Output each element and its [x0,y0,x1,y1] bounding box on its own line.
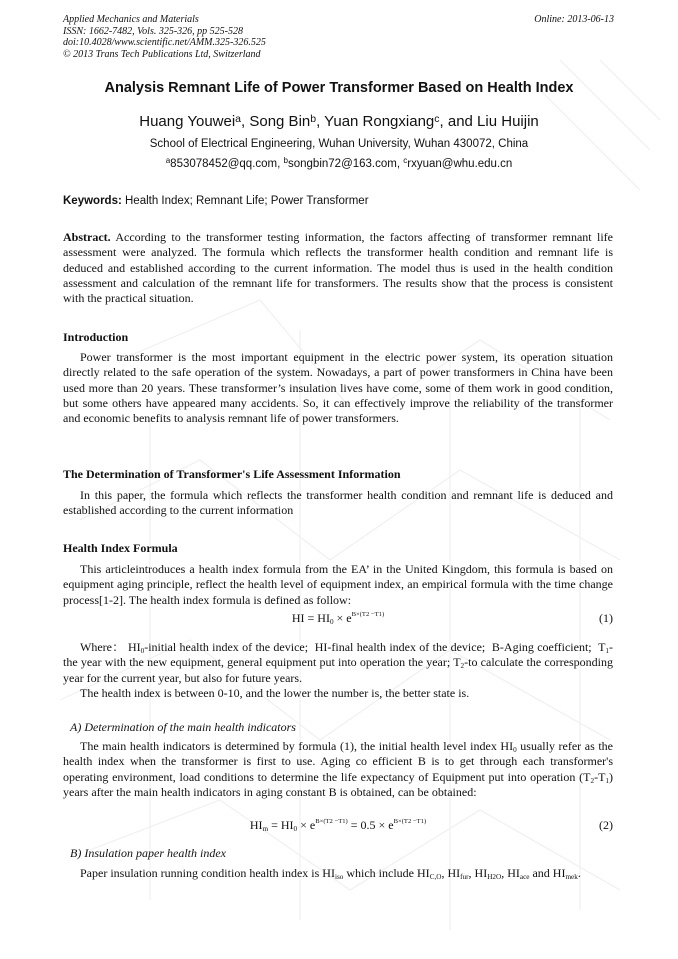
author-list [0,113,678,130]
range-text: The health index is between 0-10, and the lower the number is, the better state is. [80,685,470,700]
a-text: usually refer as the health index when the transformer is first to use. Aging co efficient B is to get through each transformer's operating environment, load conditions to determine the life expectancy of Equipment put into operation (T [63,739,613,784]
determination-text: In this paper, the formula which reflects the transformer health condition and remnant life is deduced and established according to the current information [63,488,613,518]
b-sub: iso [334,873,344,881]
section-heading-introduction: Introduction [63,330,129,344]
a-text-sub: 1 [605,776,609,785]
online-date: Online: 2013-06-13 [534,14,614,25]
paper-title: Analysis Remnant Life of Power Transformer Based on Health Index [104,80,574,96]
where-b-desc: -Aging coefficient; [499,640,592,654]
email-sep: , [396,158,404,170]
eq2-mid: = HI [268,818,294,832]
author-sep: , [241,113,250,130]
author-name: Huang Youwei [139,113,236,130]
author-mark: a [235,113,242,125]
where-hi-desc: -final health index of the device; [327,640,486,654]
eq2-mid: = 0.5 × e [347,818,394,832]
eq2-sub: 0 [293,825,298,833]
eq1-exp-base: × e [333,611,352,625]
intro-paragraph [63,350,613,426]
eq2-exp-base: × e [297,818,316,832]
where-t2: T [453,655,461,670]
email-sep: , [277,158,284,170]
author-sep: , and [439,113,478,130]
where-b: B [491,640,500,654]
b-sub: ace [519,873,530,881]
subsection-heading-a: A) Determination of the main health indicators [70,720,296,734]
a-text: -T [594,769,606,784]
a-text: ) years after the main health indicators in aging constant B is obtained, can be obtained: [63,769,613,799]
journal-copyright: © 2013 Trans Tech Publications Ltd, Switzerland [63,48,261,60]
b-sub: H2O [487,873,502,881]
section-heading-determination: The Determination of Transformer's Life Assessment Information [63,467,401,481]
eq2-sub: m [262,825,269,833]
where-t1-sub: 1 [605,647,609,655]
email-address: songbin72@163.com [288,158,397,170]
author-name: Yuan Rongxiang [324,113,435,130]
b-text: and [532,866,550,880]
email-mark: a [165,156,171,165]
author-sep: , [316,113,325,130]
where-t2-desc: -to calculate the corresponding year for the current year, but also for future years. [63,655,613,685]
where-label: Where： [80,640,125,654]
health-index-paragraph [63,562,613,608]
journal-doi: doi:10.4028/www.scientific.net/AMM.325-326.525 [63,37,266,48]
equation-number: (1) [599,611,613,625]
b-sub: mek [565,873,578,881]
where-t1-desc: -the year with the new equipment, general equipment put into operation the year; [63,640,613,670]
b-text: which include [346,866,415,880]
insulation-paragraph: Paper insulation running condition health index is $HI_{iso}$ which include $HI_{C,O}$, $HI_{fur}$, $HI_{H2O}$, $HI_{ace}$ and $HI_{mek}$. [80,866,581,881]
keywords [63,195,369,207]
a-text-sub: 2 [590,776,595,785]
equation-number: (2) [599,818,613,832]
b-sub: C,O [429,873,442,881]
journal-info [63,14,266,60]
where-hi0-desc: -initial health index of the device; [144,640,309,654]
a-text-sub: 0 [513,746,517,754]
author-mark: b [310,113,317,125]
where-hi: HI [314,640,328,654]
journal-name: Applied Mechanics and Materials [63,14,199,25]
keywords-text: Health Index; Remnant Life; Power Transformer [125,195,369,207]
journal-issn: ISSN: 1662-7482, Vols. 325-326, pp 525-528 [63,25,243,37]
where-t1: T [598,640,606,654]
eq1-exponent: B×(T2 −T1) [351,611,385,618]
eq1-sub: 0 [329,618,334,626]
determination-paragraph [63,488,613,519]
keywords-label: Keywords: [63,195,122,207]
subsection-heading-b: B) Insulation paper health index [70,846,226,860]
a-text: The main health indicators is determined by formula (1), the initial health level index HI [80,739,514,753]
main-indicators-paragraph [63,739,613,800]
health-index-text: This articleintroduces a health index formula from the EA’ in the United Kingdom, this formula is based on equipment aging principle, reflect the health level of equipment index, an empirical formula with the time change process[1-2]. The health index formula is defined as follow: [63,562,613,607]
where-hi0-sub: 0 [140,647,145,655]
email-address: 853078452@qq.com [170,158,278,170]
where-t2-sub: 2 [460,662,465,671]
eq2-lhs: HI [249,818,263,832]
email-mark: c [403,156,408,165]
b-sub: fur [460,873,469,881]
abstract [63,230,613,306]
section-heading-health-index: Health Index Formula [63,541,178,555]
email-address: rxyuan@whu.edu.cn [407,158,513,170]
b-text: Paper insulation running condition health index is [80,866,320,880]
eq1-lhs: HI = HI [291,611,330,625]
eq2-exponent: B×(T2 −T1) [315,818,348,825]
abstract-text: According to the transformer testing information, the factors affecting of transformer remnant life assessment were analyzed. The formula which reflects the transformer health condition and remnant life is deduced and established according to the current information. The model thus is used in the health condition assessment and calculation of the remnant life for transformers. The results show that the process is consistent with the practical situation. [63,230,613,306]
eq2-exponent: B×(T2 −T1) [393,818,427,825]
author-name: Liu Huijin [477,113,539,130]
author-mark: c [434,113,440,125]
intro-text: Power transformer is the most important equipment in the electric power system, its operation situation directly related to the safe operation of the system. Nowadays, a part of power transformers in China have been used more than 20 years. These transformer’s insulation lives have come, some of them work in good condition, but some others have appeared many accidents. So, it can effectively improve the reliability of the transformer and economic benefits to analysis remnant life of power transformers. [63,350,613,426]
abstract-label: Abstract. [63,230,111,244]
author-name: Song Bin [249,113,311,130]
where-paragraph [63,640,613,701]
affiliation: School of Electrical Engineering, Wuhan University, Wuhan 430072, China [149,138,529,150]
email-list [0,158,678,170]
email-mark: b [283,156,288,165]
where-hi0: HI [127,640,141,654]
